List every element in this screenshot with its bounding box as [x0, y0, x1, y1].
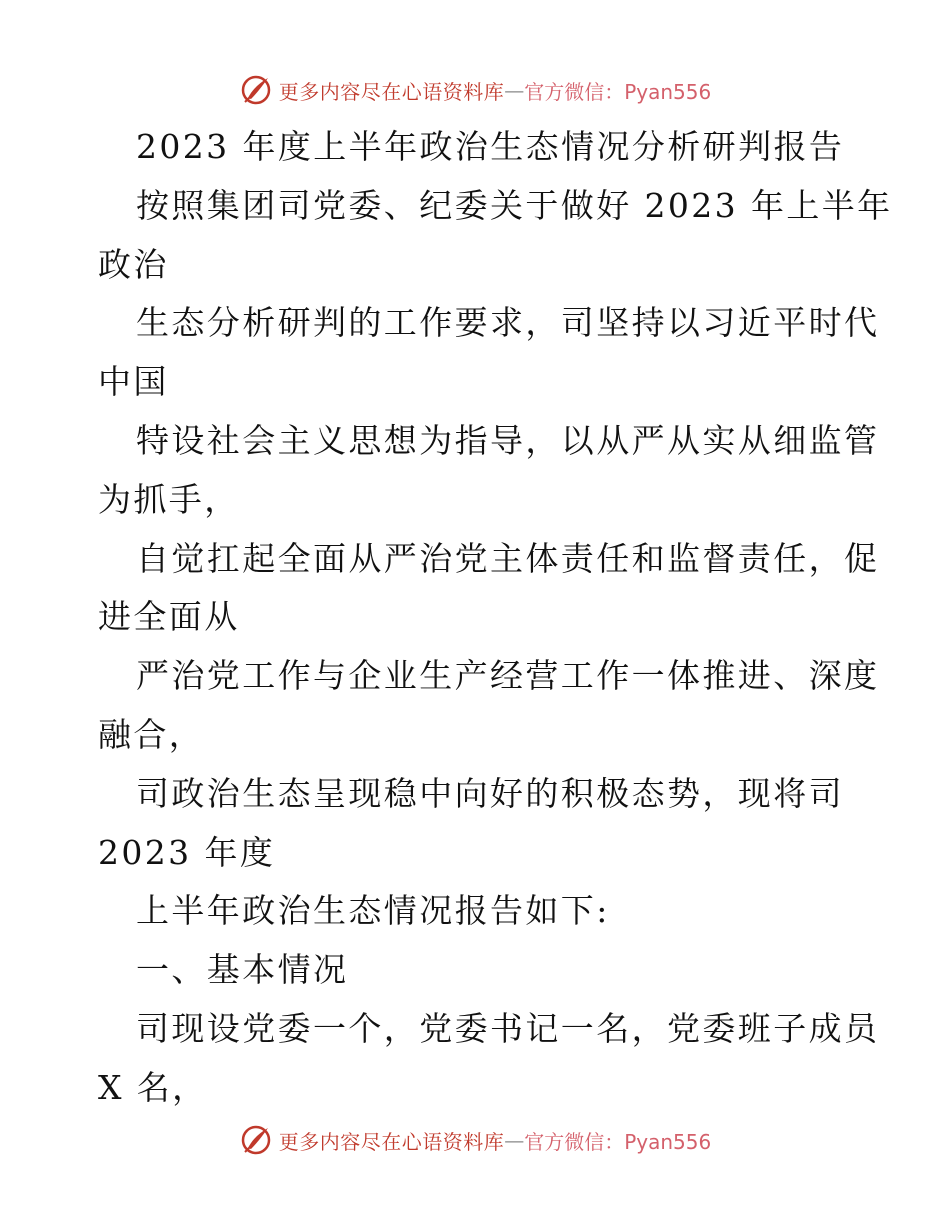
feather-logo-icon: [239, 73, 273, 107]
watermark-separator: —: [504, 1128, 525, 1152]
document-body: [98, 118, 893, 1118]
text-line: 严治党工作与企业生产经营工作一体推进、深度: [136, 656, 880, 696]
text-line: 生态分析研判的工作要求，司坚持以习近平时代: [136, 303, 880, 343]
text-line: 自觉扛起全面从严治党主体责任和监督责任，促: [136, 538, 880, 578]
watermark-account: 官方微信：Pyan556: [524, 79, 712, 104]
text-line: 2023 年度上半年政治生态情况分析研判报告: [136, 127, 845, 166]
text-line: 政治: [98, 244, 169, 284]
text-line: 为抓手，: [98, 479, 240, 519]
watermark-text: 更多内容尽在心语资料库: [278, 1129, 505, 1154]
text-line: 特设社会主义思想为指导，以从严从实从细监管: [136, 420, 880, 460]
watermark-account: 官方微信：Pyan556: [524, 1129, 712, 1154]
text-line: 司现设党委一个，党委书记一名，党委班子成员: [136, 1008, 880, 1048]
watermark-text: 更多内容尽在心语资料库: [278, 79, 505, 104]
text-line: 司政治生态呈现稳中向好的积极态势，现将司: [136, 773, 844, 813]
text-line: 一、基本情况: [136, 950, 349, 990]
text-line: 上半年政治生态情况报告如下:: [136, 891, 610, 931]
text-line: X 名，: [98, 1067, 208, 1107]
text-line: 中国: [98, 362, 169, 402]
text-line: 2023 年度: [98, 832, 276, 872]
text-line: 进全面从: [98, 597, 240, 637]
header-watermark: [0, 70, 950, 110]
text-line: 融合，: [98, 714, 205, 754]
footer-watermark: [0, 1120, 950, 1160]
feather-logo-icon: [239, 1123, 273, 1157]
watermark-separator: —: [504, 78, 525, 102]
text-line: 按照集团司党委、纪委关于做好 2023 年上半年: [136, 185, 893, 225]
